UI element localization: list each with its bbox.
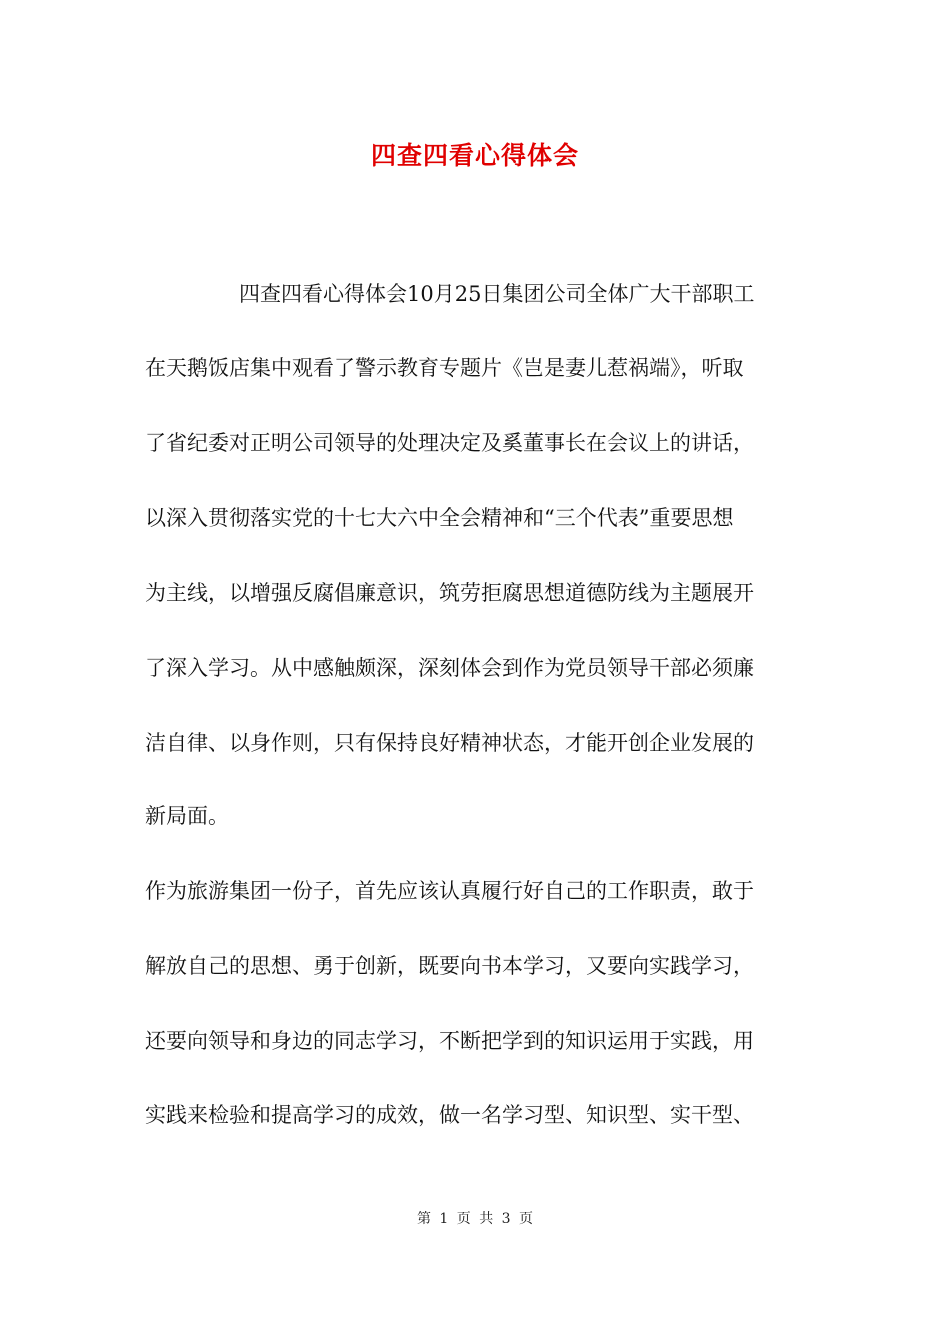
page-footer: 第 1 页 共 3 页 <box>416 1211 534 1227</box>
paragraph-line: 实践来检验和提高学习的成效，做一名学习型、知识型、实干型、 <box>145 1103 754 1127</box>
paragraph-line: 了省纪委对正明公司领导的处理决定及奚董事长在会议上的讲话， <box>145 431 754 455</box>
paragraph-line: 四查四看心得体会10月25日集团公司全体广大干部职工 <box>239 282 755 306</box>
paragraph-line: 作为旅游集团一份子，首先应该认真履行好自己的工作职责，敢于 <box>145 879 754 903</box>
paragraph-line: 为主线，以增强反腐倡廉意识，筑劳拒腐思想道德防线为主题展开 <box>145 581 754 605</box>
paragraph-line: 洁自律、以身作则，只有保持良好精神状态，才能开创企业发展的 <box>145 731 754 755</box>
paragraph-line: 还要向领导和身边的同志学习，不断把学到的知识运用于实践，用 <box>145 1029 754 1053</box>
paragraph-line: 在天鹅饭店集中观看了警示教育专题片《岂是妻儿惹祸端》，听取 <box>145 356 744 380</box>
paragraph-line: 以深入贯彻落实党的十七大六中全会精神和“三个代表”重要思想 <box>145 506 734 530</box>
paragraph-line: 新局面。 <box>145 804 229 828</box>
document-title: 四查四看心得体会 <box>370 141 579 170</box>
paragraph-line: 了深入学习。从中感触颇深，深刻体会到作为党员领导干部必须廉 <box>145 656 754 680</box>
paragraph-line: 解放自己的思想、勇于创新，既要向书本学习，又要向实践学习， <box>145 954 754 978</box>
